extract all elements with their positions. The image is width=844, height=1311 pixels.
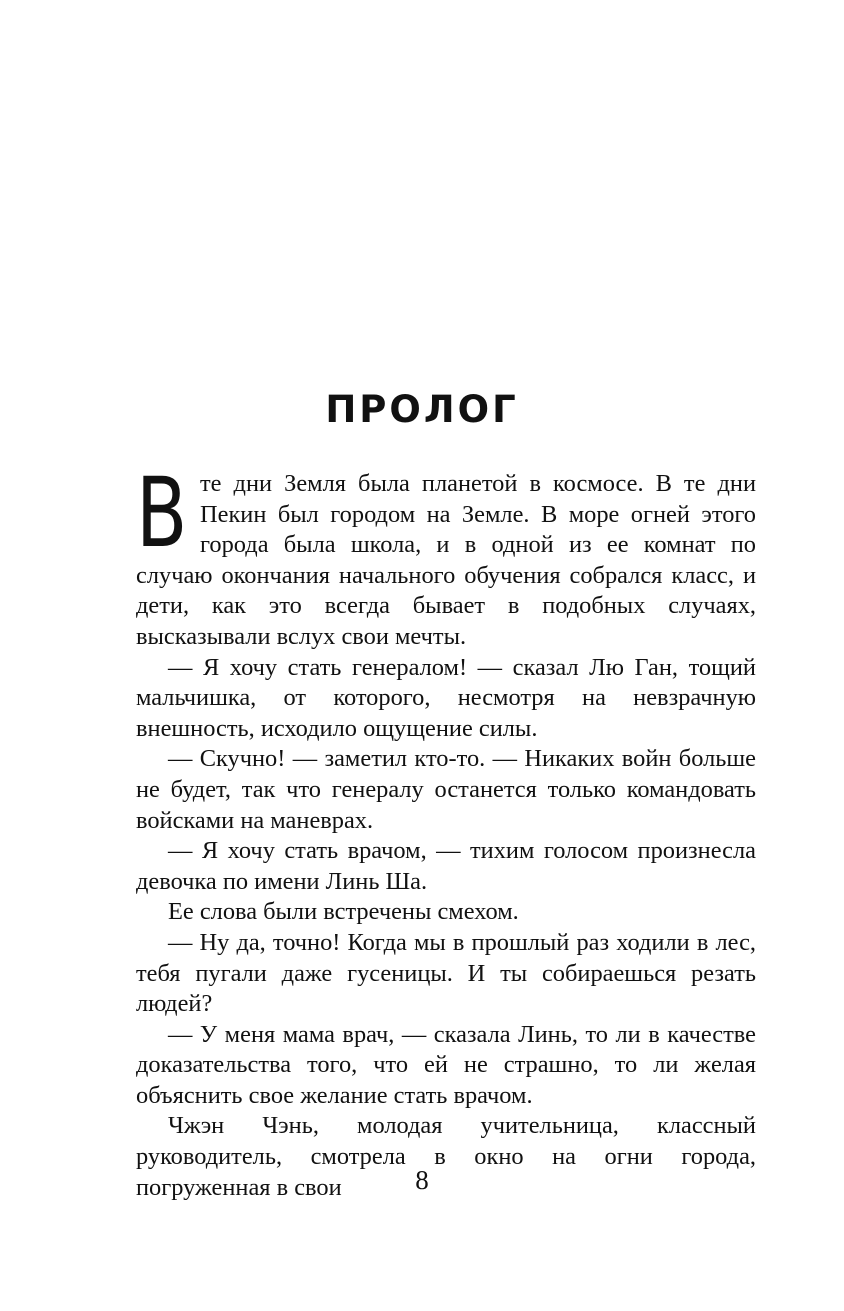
body-text [136,457,756,1203]
paragraph-6: — Ну да, точно! Когда мы в прошлый раз ходили в лес, тебя пугали даже гусеницы. И ты собираешься резать людей? [136,928,756,1018]
paragraph-8: Чжэн Чэнь, молодая учительница, классный руководитель, смотрела в окно на огни города, погруженная в свои [136,1112,756,1201]
paragraph-2: — Я хочу стать генералом! — сказал Лю Ган, тощий мальчишка, от которого, несмотря на невзрачную внешность, исходило ощущение силы. [136,653,756,742]
paragraph-1-text: те дни Земля была планетой в космосе. В те дни Пекин был городом на Земле. В море огней этого города была школа, и в одной из ее комнат по случаю окончания начального обучения собрался класс, и дети, как это всегда бывает в подобных случаях, высказывали вслух свои мечты. [136,470,756,650]
paragraph-1 [136,457,756,653]
drop-cap: В [136,457,188,569]
chapter-title: ПРОЛОГ [325,388,519,431]
paragraph-4: — Я хочу стать врачом, — тихим голосом произнесла девочка по имени Линь Ша. [136,837,756,895]
paragraph-5: Ее слова были встречены смехом. [168,898,519,926]
paragraph-3: — Скучно! — заметил кто-то. — Никаких войн больше не будет, так что генералу останется только командовать войсками на маневрах. [136,745,756,834]
paragraph-7: — У меня мама врач, — сказала Линь, то ли в качестве доказательства того, что ей не страшно, то ли желая объяснить свое желание стать врачом. [136,1020,756,1109]
page-number: 8 [415,1165,429,1195]
